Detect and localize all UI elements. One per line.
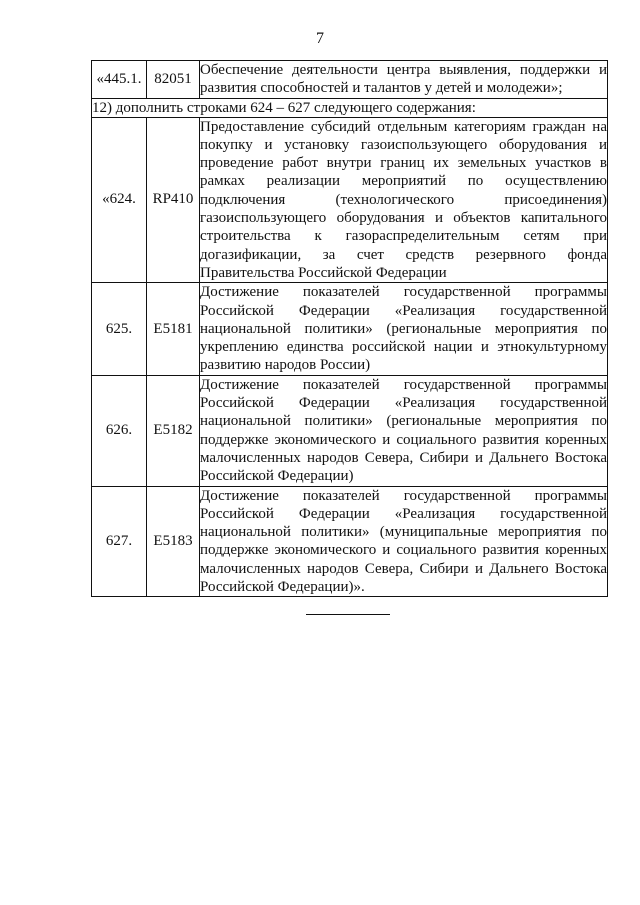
row-number: «624. <box>92 117 147 283</box>
row-code: E5181 <box>147 283 200 375</box>
amendment-note: 12) дополнить строками 624 – 627 следующего содержания: <box>92 98 608 117</box>
page-number: 7 <box>316 30 324 47</box>
amendment-note-row <box>92 98 608 117</box>
table-row <box>92 283 608 375</box>
row-description: Предоставление субсидий отдельным категориям граждан на покупку и установку газоиспользующего оборудования и проведение работ внутри границ их земельных участков в рамках реализации мероприятий по осуществлению подключения (технологического присоединения) газоиспользующего оборудования и объектов капитального строительства к газораспределительным сетям при догазификации, за счет средств резервного фонда Правительства Российской Федерации <box>200 118 607 281</box>
row-description: Достижение показателей государственной программы Российской Федерации «Реализация государственной национальной политики» (региональные мероприятия по укреплению единства российской нации и этнокультурному развитию народов России) <box>200 284 607 374</box>
row-code: E5183 <box>147 486 200 597</box>
row-description: Достижение показателей государственной программы Российской Федерации «Реализация государственной национальной политики» (муниципальные мероприятия по поддержке экономического и социального развития коренных малочисленных народов Севера, Сибири и Дальнего Востока Российской Федерации)». <box>200 487 607 596</box>
row-number: 627. <box>92 486 147 597</box>
row-code: RP410 <box>147 117 200 283</box>
row-code: E5182 <box>147 375 200 486</box>
table-row <box>92 61 608 99</box>
table-row <box>92 117 608 283</box>
row-number: «445.1. <box>92 61 147 99</box>
row-number: 625. <box>92 283 147 375</box>
row-number: 626. <box>92 375 147 486</box>
row-code: 82051 <box>147 61 200 99</box>
budget-codes-table <box>91 60 608 597</box>
end-separator-line <box>306 614 390 615</box>
row-description: Обеспечение деятельности центра выявления, поддержки и развития способностей и талантов у детей и молодежи»; <box>200 62 607 97</box>
table-row <box>92 375 608 486</box>
row-description: Достижение показателей государственной программы Российской Федерации «Реализация государственной национальной политики» (региональные мероприятия по поддержке экономического и социального развития коренных малочисленных народов Севера, Сибири и Дальнего Востока Российской Федерации) <box>200 376 607 485</box>
table-row <box>92 486 608 597</box>
